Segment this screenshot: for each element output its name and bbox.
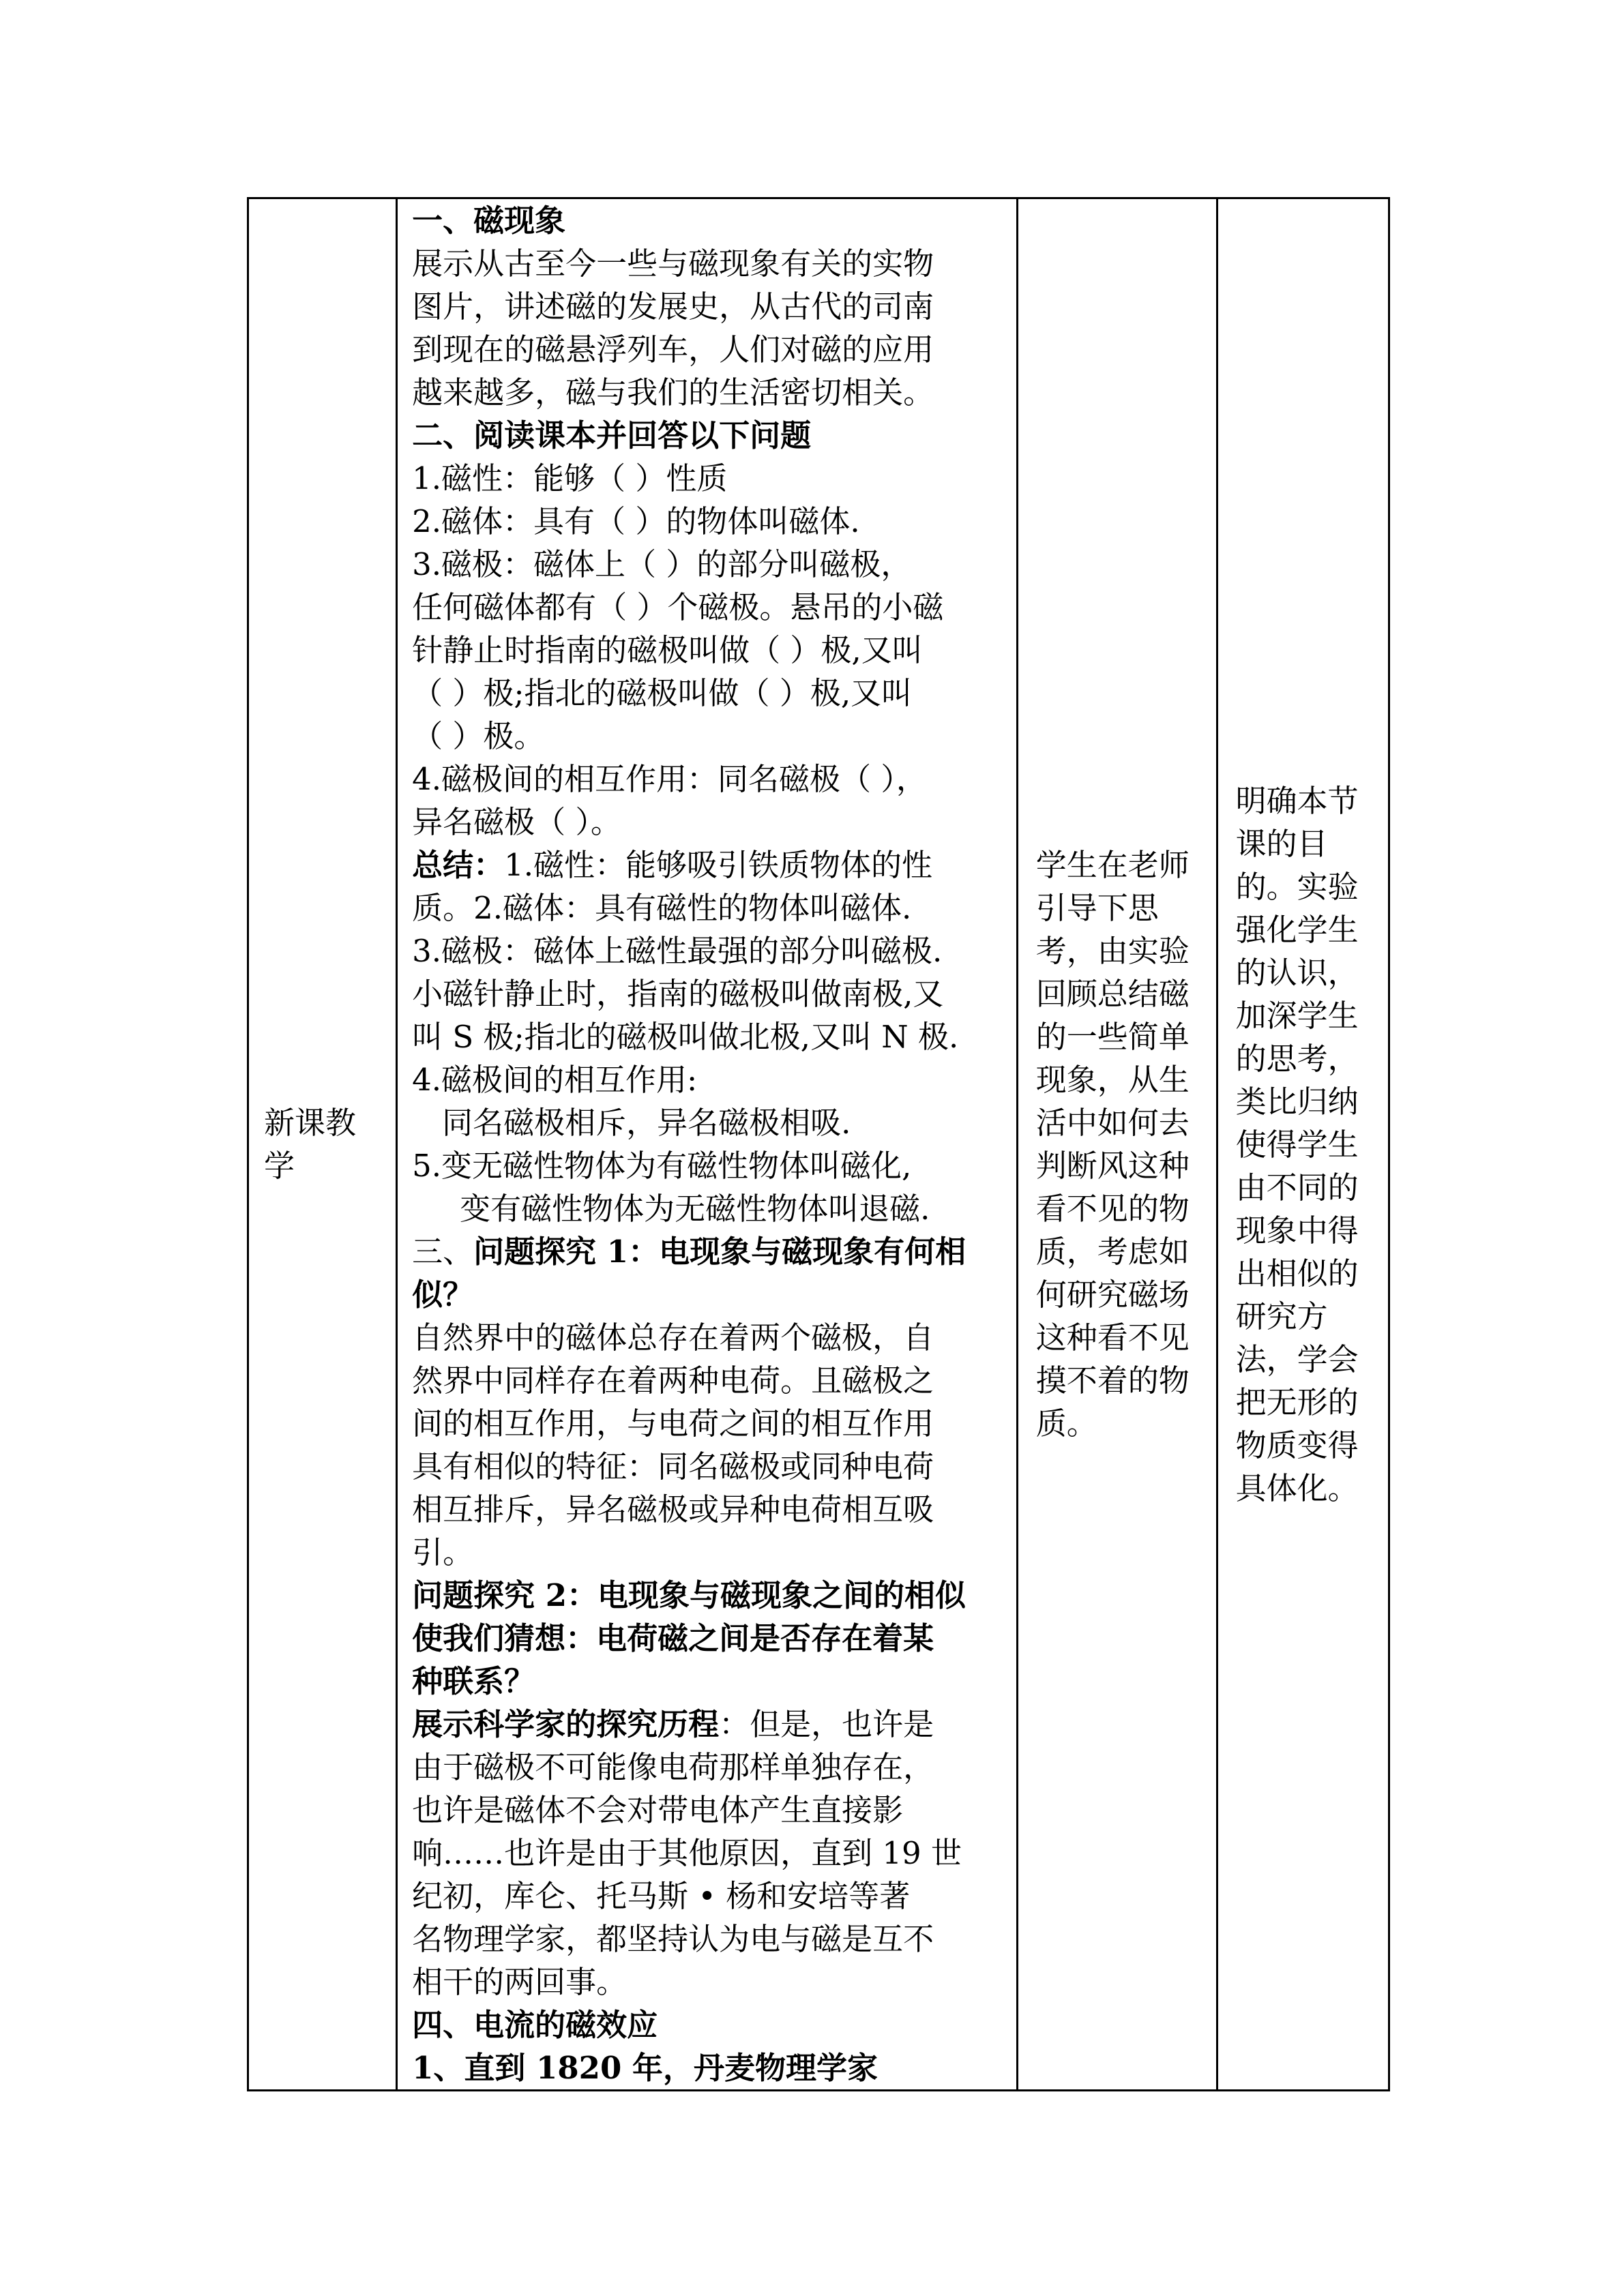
content-line-text: （ ）极;指北的磁极叫做（ ）极,又叫: [412, 675, 913, 711]
content-line-text: 1、直到 1820 年，丹麦物理学家: [412, 2050, 878, 2086]
content-line: [412, 285, 1008, 328]
content-line-text: 3.磁极：磁体上（ ）的部分叫磁极，: [412, 546, 912, 582]
content-line: [412, 1230, 1008, 1273]
student-activity: [1018, 844, 1216, 1445]
design-intent-line: 类比归纳: [1235, 1083, 1359, 1120]
content-line-text: 3.磁极：磁体上磁性最强的部分叫磁极.: [412, 933, 943, 969]
student-activity-line: 学生在老师: [1035, 847, 1190, 883]
content-line-text: 针静止时指南的磁极叫做（ ）极,又叫: [412, 632, 923, 668]
design-intent-line: 的思考，: [1235, 1040, 1359, 1077]
content-line: [412, 1617, 1008, 1660]
content-line-text: 名物理学家，都坚持认为电与磁是互不: [412, 1921, 934, 1957]
content-line-text: 也许是磁体不会对带电体产生直接影: [412, 1792, 904, 1828]
content-line: [412, 1703, 1008, 1746]
content-line-text: 具有相似的特征：同名磁极或同种电荷: [412, 1448, 934, 1485]
design-intent-line: 研究方: [1235, 1298, 1328, 1335]
design-intent-line: 把无形的: [1235, 1384, 1359, 1420]
content-line-text: 三、: [412, 1234, 474, 1270]
content-line-text: 问题探究 2：电现象与磁现象之间的相似: [412, 1577, 966, 1613]
content-line: [412, 1488, 1008, 1531]
content-line-suffix: ：但是，也许是: [719, 1706, 934, 1742]
content-line-text: 质。2.磁体：具有磁性的物体叫磁体.: [412, 890, 912, 926]
content-line: [412, 801, 1008, 844]
content-line: [412, 1789, 1008, 1832]
content-line: [412, 758, 1008, 801]
content-line: [412, 672, 1008, 715]
content-line-text: 似？: [412, 1277, 474, 1313]
content-line-text: 由于磁极不可能像电荷那样单独存在，: [412, 1749, 934, 1785]
content-line-text: 纪初，库仑、托马斯 • 杨和安培等著: [412, 1878, 911, 1914]
content-line-text: 1.磁性：能够（ ）性质: [412, 460, 728, 496]
content-line: [412, 242, 1008, 285]
design-intent-line: 具体化。: [1235, 1470, 1359, 1506]
content-line: [412, 371, 1008, 414]
design-intent-line: 法，学会: [1235, 1341, 1359, 1377]
student-activity-line: 质，考虑如: [1035, 1234, 1190, 1270]
content-line-text: 2.磁体：具有（ ）的物体叫磁体.: [412, 503, 860, 539]
content-line: [412, 199, 1008, 242]
student-activity-line: 这种看不见: [1035, 1320, 1190, 1356]
design-intent-line: 物质变得: [1235, 1427, 1359, 1463]
content-line-text: 相干的两回事。: [412, 1964, 628, 2000]
content-line: [412, 457, 1008, 500]
content-line-text: 间的相互作用，与电荷之间的相互作用: [412, 1405, 934, 1442]
content-line-text: 展示科学家的探究历程: [412, 1706, 720, 1742]
content-line: [412, 1660, 1008, 1703]
content-line: [412, 2003, 1008, 2046]
content-line: [412, 1015, 1008, 1058]
content-line: [412, 844, 1008, 886]
student-activity-cell: [1017, 198, 1217, 2091]
content-line-text: 自然界中的磁体总存在着两个磁极，自: [412, 1320, 934, 1356]
student-activity-line: 质。: [1035, 1405, 1097, 1442]
content-line-text: 小磁针静止时，指南的磁极叫做南极,又: [412, 976, 944, 1012]
content-line: [412, 2046, 1008, 2089]
content-line-text: 使我们猜想：电荷磁之间是否存在着某: [412, 1620, 934, 1656]
content-line-text: 总结：: [412, 847, 505, 883]
content-line: [412, 1531, 1008, 1574]
content-line: [412, 1875, 1008, 1918]
section-label-cell: [248, 198, 397, 2091]
student-activity-line: 现象，从生: [1035, 1062, 1190, 1098]
content-line: [412, 586, 1008, 629]
content-line: [412, 715, 1008, 758]
design-intent-line: 的认识，: [1235, 954, 1359, 991]
content-line-text: 响……也许是由于其他原因，直到 19 世: [412, 1835, 962, 1871]
teaching-content-cell: [397, 198, 1018, 2091]
table-row: [248, 198, 1389, 2091]
student-activity-line: 引导下思: [1035, 890, 1159, 926]
content-line-suffix: 问题探究 1：电现象与磁现象有何相: [473, 1234, 966, 1270]
student-activity-line: 的一些简单: [1035, 1019, 1190, 1055]
content-line-text: 四、电流的磁效应: [412, 2007, 658, 2043]
content-line: [412, 1144, 1008, 1187]
student-activity-line: 看不见的物: [1035, 1191, 1190, 1227]
student-activity-line: 何研究磁场: [1035, 1277, 1190, 1313]
design-intent-line: 的。实验: [1235, 868, 1359, 905]
teaching-content: [398, 199, 1016, 2089]
design-intent-line: 明确本节: [1235, 782, 1359, 819]
content-line-text: 到现在的磁悬浮列车，人们对磁的应用: [412, 331, 934, 368]
section-label: 新课教学: [264, 1105, 357, 1184]
design-intent-line: 出相似的: [1235, 1255, 1359, 1292]
content-line-text: 变有磁性物体为无磁性物体叫退磁.: [460, 1191, 930, 1227]
content-line-text: 4.磁极间的相互作用:: [412, 1062, 698, 1098]
content-line-text: 4.磁极间的相互作用：同名磁极（ ），: [412, 761, 927, 797]
content-line: [412, 1832, 1008, 1875]
content-line: [412, 1316, 1008, 1359]
content-line: [412, 414, 1008, 457]
lesson-plan-table: [247, 197, 1390, 2091]
student-activity-line: 判断风这种: [1035, 1148, 1190, 1184]
content-line: [412, 629, 1008, 672]
content-line-text: 然界中同样存在着两种电荷。且磁极之: [412, 1362, 934, 1399]
student-activity-line: 活中如何去: [1035, 1105, 1190, 1141]
design-intent-line: 加深学生: [1235, 997, 1359, 1034]
design-intent-line: 现象中得: [1235, 1212, 1359, 1249]
content-line: [412, 1445, 1008, 1488]
content-line: [412, 1574, 1008, 1617]
content-line-suffix: 1.磁性：能够吸引铁质物体的性: [504, 847, 933, 883]
content-line-text: 二、阅读课本并回答以下问题: [412, 417, 812, 453]
design-intent-line: 使得学生: [1235, 1126, 1359, 1163]
student-activity-line: 摸不着的物: [1035, 1362, 1190, 1399]
content-line: [412, 1187, 1008, 1230]
content-line: [412, 500, 1008, 543]
student-activity-line: 考，由实验: [1035, 933, 1190, 969]
content-line: [412, 328, 1008, 371]
design-intent-line: 强化学生: [1235, 911, 1359, 948]
content-line: [412, 1101, 1008, 1144]
content-line-text: 任何磁体都有（ ）个磁极。悬吊的小磁: [412, 589, 944, 625]
content-line-text: （ ）极。: [412, 718, 545, 754]
content-line-text: 异名磁极（ ）。: [412, 804, 621, 840]
content-line-text: 一、磁现象: [412, 203, 566, 239]
content-line: [412, 1359, 1008, 1402]
content-line-text: 同名磁极相斥，异名磁极相吸.: [442, 1105, 851, 1141]
student-activity-line: 回顾总结磁: [1035, 976, 1190, 1012]
design-intent-line: 由不同的: [1235, 1169, 1359, 1206]
content-line-text: 引。: [412, 1534, 474, 1570]
content-line: [412, 929, 1008, 972]
content-line-text: 展示从古至今一些与磁现象有关的实物: [412, 245, 934, 282]
content-line: [412, 1746, 1008, 1789]
content-line-text: 越来越多，磁与我们的生活密切相关。: [412, 374, 934, 411]
content-line-text: 相互排斥，异名磁极或异种电荷相互吸: [412, 1491, 934, 1527]
content-line: [412, 1273, 1008, 1316]
content-line: [412, 886, 1008, 929]
content-line: [412, 543, 1008, 586]
content-line: [412, 972, 1008, 1015]
design-intent: [1218, 779, 1388, 1510]
content-line-text: 种联系？: [412, 1663, 535, 1699]
content-line: [412, 1960, 1008, 2003]
content-line-text: 5.变无磁性物体为有磁性物体叫磁化,: [412, 1148, 912, 1184]
content-line-text: 图片，讲述磁的发展史，从古代的司南: [412, 288, 934, 325]
content-line: [412, 1402, 1008, 1445]
content-line: [412, 1058, 1008, 1101]
design-intent-cell: [1217, 198, 1389, 2091]
design-intent-line: 课的目: [1235, 825, 1328, 862]
content-line-text: 叫 S 极;指北的磁极叫做北极,又叫 N 极.: [412, 1019, 959, 1055]
content-line: [412, 1918, 1008, 1960]
